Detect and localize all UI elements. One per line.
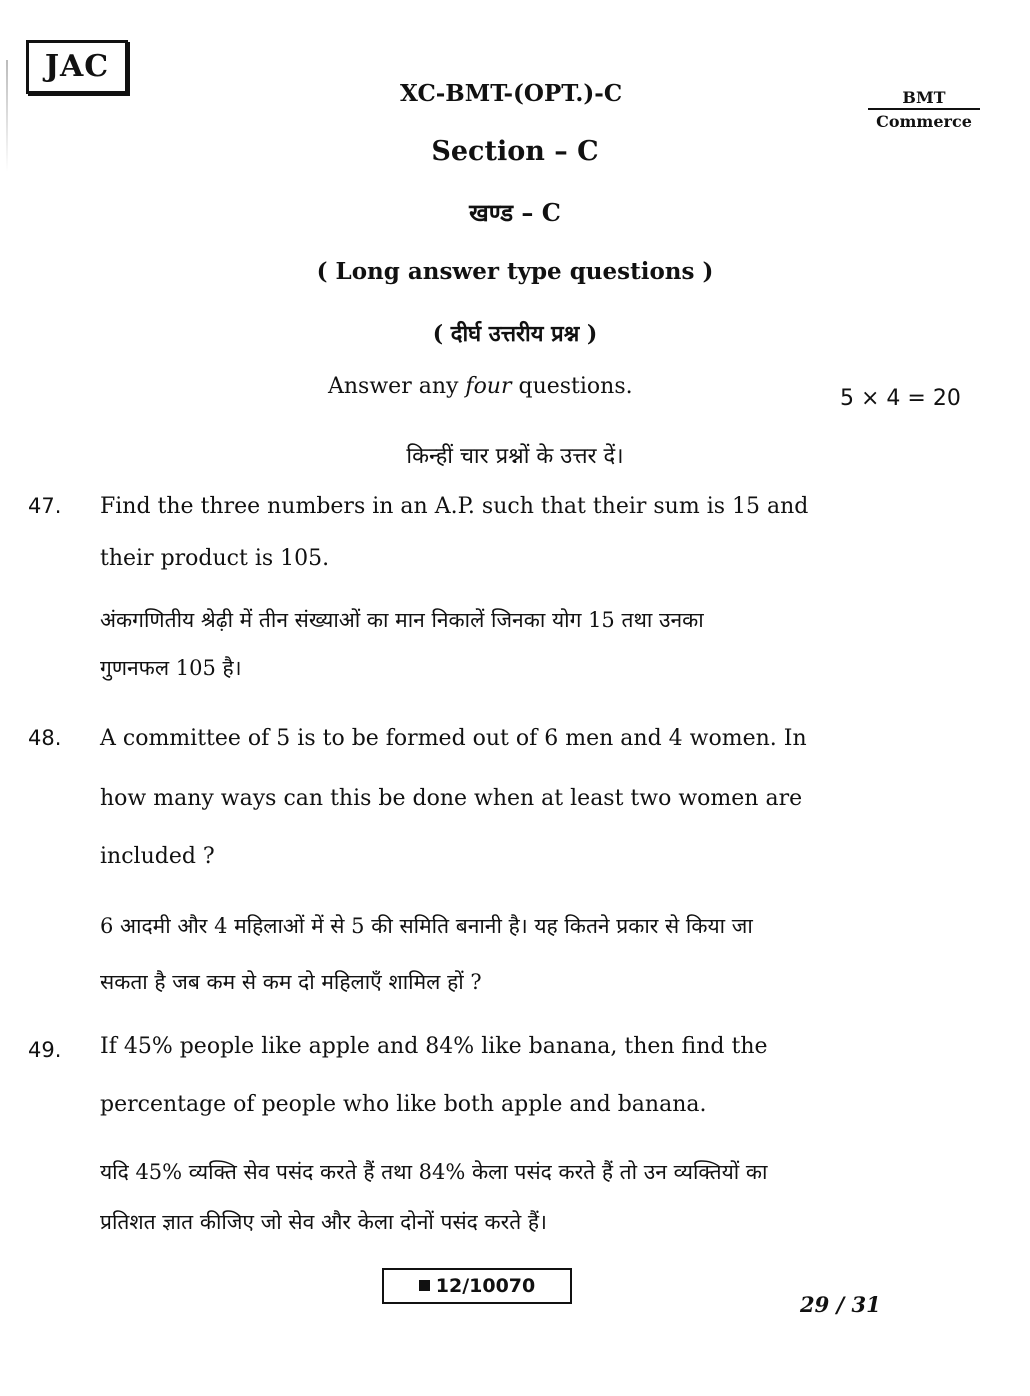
question-type-title: ( Long answer type questions ) (316, 258, 714, 285)
board-logo-box: JAC (26, 40, 128, 94)
question-text-hindi-line: 6 आदमी और 4 महिलाओं में से 5 की समिति बनानी है। यह कितने प्रकार से किया जा (100, 914, 753, 938)
question-text-line: percentage of people who like both apple and banana. (100, 1092, 707, 1117)
paper-code: XC-BMT-(OPT.)-C (400, 80, 623, 107)
question-text-line: Find the three numbers in an A.P. such that their sum is 15 and (100, 494, 809, 519)
subject-label (862, 88, 986, 131)
question-49 (100, 1034, 962, 1234)
page-number: 29 / 31 (800, 1292, 881, 1317)
question-number: 49. (28, 1038, 62, 1062)
booklet-code-box (382, 1268, 572, 1304)
instruction-pre: Answer any (328, 374, 466, 399)
question-text-hindi-line: सकता है जब कम से कम दो महिलाएँ शामिल हों ? (100, 970, 482, 994)
instruction-hindi: किन्हीं चार प्रश्नों के उत्तर दें। (406, 444, 624, 469)
question-type-title-hindi: ( दीर्घ उत्तरीय प्रश्न ) (432, 321, 598, 347)
subject-code: BMT (868, 88, 980, 110)
instruction (328, 374, 633, 399)
question-text-hindi-line: गुणनफल 105 है। (100, 656, 242, 680)
instruction-emphasis: four (465, 374, 512, 399)
section-title: Section – C (431, 136, 599, 167)
stream-name: Commerce (876, 112, 972, 131)
question-text-hindi-line: अंकगणितीय श्रेढ़ी में तीन संख्याओं का मान निकालें जिनका योग 15 तथा उनका (100, 608, 704, 632)
booklet-code: 12/10070 (435, 1275, 536, 1297)
question-text-line: their product is 105. (100, 546, 330, 571)
question-48 (100, 726, 962, 996)
question-number: 47. (28, 494, 62, 518)
question-47 (100, 494, 962, 684)
question-text-hindi-line: प्रतिशत ज्ञात कीजिए जो सेव और केला दोनों पसंद करते हैं। (100, 1210, 547, 1234)
marks-scheme: 5 × 4 = 20 (840, 386, 961, 411)
question-text-hindi-line: यदि 45% व्यक्ति सेव पसंद करते हैं तथा 84% केला पसंद करते हैं तो उन व्यक्तियों का (100, 1160, 768, 1184)
question-text-line: included ? (100, 844, 215, 869)
question-text-line: how many ways can this be done when at least two women are (100, 786, 803, 811)
square-bullet-icon (419, 1280, 430, 1291)
instruction-post: questions. (511, 374, 633, 399)
question-number: 48. (28, 726, 62, 750)
question-text-line: If 45% people like apple and 84% like banana, then find the (100, 1034, 768, 1059)
question-text-line: A committee of 5 is to be formed out of 6 men and 4 women. In (100, 726, 807, 751)
section-title-hindi: खण्ड – C (469, 198, 561, 227)
